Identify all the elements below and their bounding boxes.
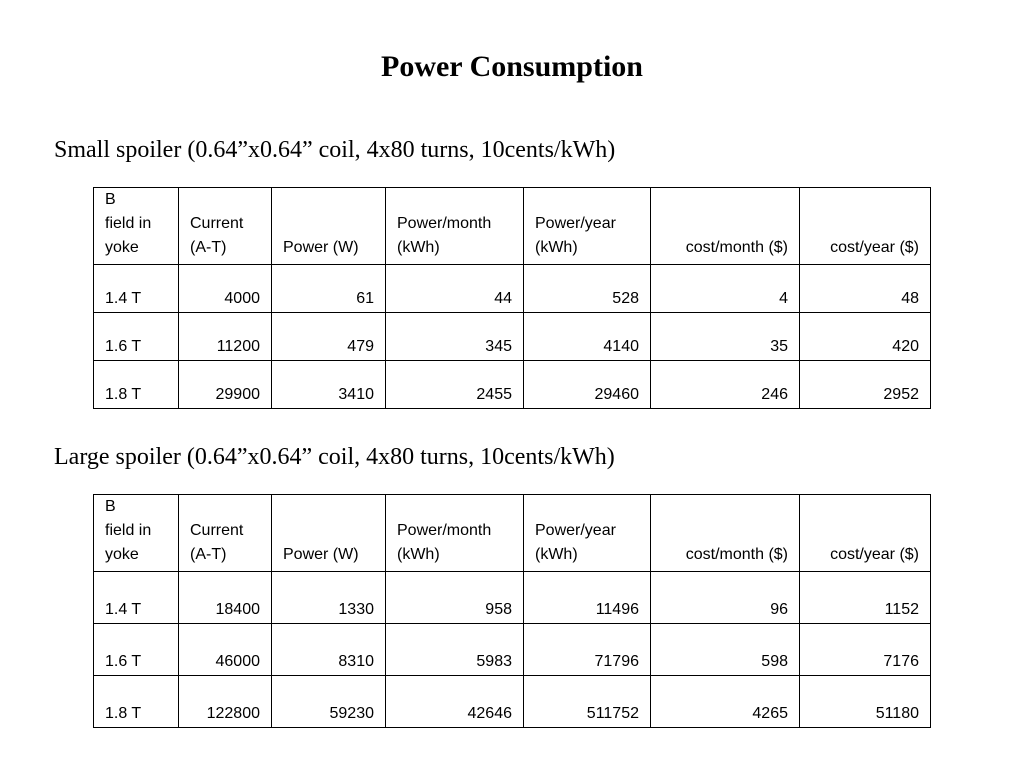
column-header-power-month [386, 188, 524, 265]
table-cell: 479 [272, 313, 386, 361]
table-cell: 1.6 T [94, 624, 179, 676]
table-cell: 18400 [179, 572, 272, 624]
header-line: Power/year [535, 522, 616, 539]
column-header-cost-year [800, 495, 931, 572]
large-spoiler-heading: Large spoiler (0.64”x0.64” coil, 4x80 turns, 10cents/kWh) [54, 444, 615, 470]
page-title: Power Consumption [381, 50, 643, 83]
table-cell: 246 [651, 361, 800, 409]
header-line: Power/month [397, 215, 492, 232]
large-spoiler-table [93, 494, 931, 728]
table-cell: 1.8 T [94, 361, 179, 409]
table-cell: 1.6 T [94, 313, 179, 361]
table-cell: 59230 [272, 676, 386, 728]
header-line: Current [190, 522, 244, 539]
header-line: (A-T) [190, 239, 227, 256]
table-cell: 96 [651, 572, 800, 624]
column-header-power-year [524, 188, 651, 265]
table-cell: 2952 [800, 361, 931, 409]
header-line: B [105, 498, 116, 515]
table-header-row [94, 495, 931, 572]
column-header-b-field [94, 495, 179, 572]
table-row [94, 361, 931, 409]
table-cell: 46000 [179, 624, 272, 676]
table-cell: 7176 [800, 624, 931, 676]
small-spoiler-heading: Small spoiler (0.64”x0.64” coil, 4x80 turns, 10cents/kWh) [54, 137, 616, 163]
table-cell: 4265 [651, 676, 800, 728]
column-header-cost-month [651, 188, 800, 265]
table-cell: 345 [386, 313, 524, 361]
table-row [94, 313, 931, 361]
column-header-current [179, 495, 272, 572]
table-cell: 1.4 T [94, 572, 179, 624]
table-cell: 1152 [800, 572, 931, 624]
table-cell: 1330 [272, 572, 386, 624]
table-cell: 4140 [524, 313, 651, 361]
header-line: cost/month ($) [685, 239, 788, 256]
header-line: cost/year ($) [830, 546, 919, 563]
table-cell: 4 [651, 265, 800, 313]
header-line: (kWh) [535, 239, 578, 256]
column-header-current [179, 188, 272, 265]
table-cell: 11200 [179, 313, 272, 361]
table-cell: 44 [386, 265, 524, 313]
table-cell: 4000 [179, 265, 272, 313]
table-cell: 71796 [524, 624, 651, 676]
table-row [94, 265, 931, 313]
header-line: Current [190, 215, 244, 232]
table-cell: 2455 [386, 361, 524, 409]
small-spoiler-table [93, 187, 931, 409]
column-header-power [272, 495, 386, 572]
table-cell: 29460 [524, 361, 651, 409]
table-cell: 5983 [386, 624, 524, 676]
table-row [94, 572, 931, 624]
table-cell: 511752 [524, 676, 651, 728]
header-line: Power (W) [283, 546, 359, 563]
header-line: field in yoke [105, 522, 152, 563]
header-line: (kWh) [397, 239, 440, 256]
column-header-power-year [524, 495, 651, 572]
table-cell: 11496 [524, 572, 651, 624]
table-cell: 420 [800, 313, 931, 361]
column-header-cost-month [651, 495, 800, 572]
header-line: B [105, 191, 116, 208]
header-line: (kWh) [397, 546, 440, 563]
header-line: field in yoke [105, 215, 152, 256]
column-header-cost-year [800, 188, 931, 265]
table-row [94, 624, 931, 676]
header-line: Power (W) [283, 239, 359, 256]
table-cell: 8310 [272, 624, 386, 676]
table-cell: 35 [651, 313, 800, 361]
header-line: Power/year [535, 215, 616, 232]
column-header-power [272, 188, 386, 265]
table-cell: 528 [524, 265, 651, 313]
table-row [94, 676, 931, 728]
column-header-power-month [386, 495, 524, 572]
table-cell: 29900 [179, 361, 272, 409]
table-cell: 122800 [179, 676, 272, 728]
table-cell: 51180 [800, 676, 931, 728]
header-line: cost/year ($) [830, 239, 919, 256]
table-cell: 48 [800, 265, 931, 313]
table-header-row [94, 188, 931, 265]
header-line: cost/month ($) [685, 546, 788, 563]
table-cell: 61 [272, 265, 386, 313]
table-cell: 3410 [272, 361, 386, 409]
table-cell: 42646 [386, 676, 524, 728]
table-cell: 958 [386, 572, 524, 624]
column-header-b-field [94, 188, 179, 265]
table-cell: 1.8 T [94, 676, 179, 728]
header-line: (A-T) [190, 546, 227, 563]
header-line: Power/month [397, 522, 492, 539]
header-line: (kWh) [535, 546, 578, 563]
table-cell: 1.4 T [94, 265, 179, 313]
table-cell: 598 [651, 624, 800, 676]
